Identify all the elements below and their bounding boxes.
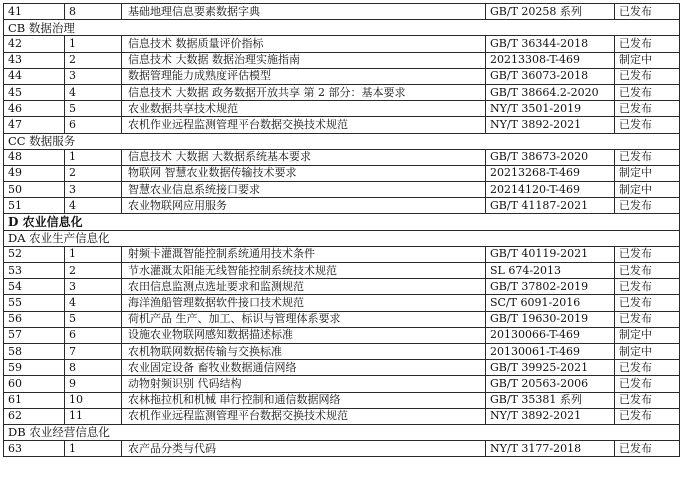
row-index: 1: [65, 149, 122, 165]
row-index: 5: [65, 311, 122, 327]
table-row: [4, 327, 680, 343]
standard-name: 动物射频识别 代码结构: [122, 376, 486, 392]
standard-code: 20130066-T-469: [486, 327, 615, 343]
standard-code: GB/T 19630-2019: [486, 311, 615, 327]
standard-code: 20130061-T-469: [486, 343, 615, 359]
standard-name: 农林拖拉机和机械 串行控制和通信数据网络: [122, 392, 486, 408]
standard-code: GB/T 41187-2021: [486, 198, 615, 214]
standard-name: 信息技术 大数据 数据治理实施指南: [122, 52, 486, 68]
standard-status: 已发布: [615, 263, 680, 279]
standard-status: 已发布: [615, 279, 680, 295]
standard-code: 20213268-T-469: [486, 165, 615, 181]
standard-code: GB/T 38664.2-2020: [486, 84, 615, 100]
standard-status: 制定中: [615, 182, 680, 198]
standard-status: 已发布: [615, 408, 680, 424]
row-index: 2: [65, 52, 122, 68]
standard-name: 信息技术 数据质量评价指标: [122, 36, 486, 52]
standard-status: 制定中: [615, 343, 680, 359]
row-index: 4: [65, 295, 122, 311]
row-index: 2: [65, 165, 122, 181]
section-label: CB 数据治理: [4, 20, 680, 36]
table-row: [4, 263, 680, 279]
standard-name: 农业固定设备 畜牧业数据通信网络: [122, 360, 486, 376]
standard-code: 20213308-T-469: [486, 52, 615, 68]
standard-name: 智慧农业信息系统接口要求: [122, 182, 486, 198]
row-number: 48: [4, 149, 65, 165]
standard-code: SC/T 6091-2016: [486, 295, 615, 311]
standard-status: 已发布: [615, 117, 680, 133]
standard-code: GB/T 35381 系列: [486, 392, 615, 408]
standards-table: [3, 3, 680, 457]
section-header-row: [4, 20, 680, 36]
table-row: [4, 295, 680, 311]
row-number: 52: [4, 246, 65, 262]
standard-code: GB/T 20258 系列: [486, 4, 615, 20]
row-number: 59: [4, 360, 65, 376]
standard-status: 已发布: [615, 101, 680, 117]
row-number: 47: [4, 117, 65, 133]
row-index: 11: [65, 408, 122, 424]
standard-code: NY/T 3892-2021: [486, 117, 615, 133]
row-index: 6: [65, 327, 122, 343]
row-number: 58: [4, 343, 65, 359]
table-row: [4, 182, 680, 198]
row-number: 63: [4, 441, 65, 457]
row-index: 6: [65, 117, 122, 133]
table-row: [4, 36, 680, 52]
standard-status: 已发布: [615, 441, 680, 457]
row-number: 50: [4, 182, 65, 198]
standard-code: SL 674-2013: [486, 263, 615, 279]
row-number: 42: [4, 36, 65, 52]
standard-name: 农机物联网数据传输与交换标准: [122, 343, 486, 359]
standard-code: 20214120-T-469: [486, 182, 615, 198]
standard-code: GB/T 20563-2006: [486, 376, 615, 392]
table-row: [4, 4, 680, 20]
row-number: 49: [4, 165, 65, 181]
section-header-row: [4, 424, 680, 440]
table-row: [4, 52, 680, 68]
section-label: DA 农业生产信息化: [4, 230, 680, 246]
row-index: 3: [65, 182, 122, 198]
row-number: 54: [4, 279, 65, 295]
standard-name: 农田信息监测点选址要求和监测规范: [122, 279, 486, 295]
standard-status: 已发布: [615, 376, 680, 392]
standard-status: 已发布: [615, 4, 680, 20]
row-number: 53: [4, 263, 65, 279]
section-header-row: [4, 230, 680, 246]
row-index: 4: [65, 198, 122, 214]
standard-name: 农产品分类与代码: [122, 441, 486, 457]
table-row: [4, 165, 680, 181]
row-number: 56: [4, 311, 65, 327]
table-row: [4, 441, 680, 457]
row-number: 45: [4, 84, 65, 100]
table-row: [4, 68, 680, 84]
table-row: [4, 360, 680, 376]
row-index: 1: [65, 36, 122, 52]
standard-status: 已发布: [615, 246, 680, 262]
table-row: [4, 408, 680, 424]
standard-code: NY/T 3501-2019: [486, 101, 615, 117]
row-index: 9: [65, 376, 122, 392]
standard-name: 数据管理能力成熟度评估模型: [122, 68, 486, 84]
table-row: [4, 101, 680, 117]
table-row: [4, 149, 680, 165]
row-number: 57: [4, 327, 65, 343]
table-row: [4, 117, 680, 133]
standard-status: 制定中: [615, 52, 680, 68]
table-row: [4, 198, 680, 214]
row-number: 43: [4, 52, 65, 68]
table-row: [4, 84, 680, 100]
row-number: 51: [4, 198, 65, 214]
standard-name: 射频卡灌溉智能控制系统通用技术条件: [122, 246, 486, 262]
standard-status: 已发布: [615, 360, 680, 376]
standards-table-body: [4, 4, 680, 457]
standard-status: 已发布: [615, 392, 680, 408]
standard-code: GB/T 39925-2021: [486, 360, 615, 376]
row-index: 7: [65, 343, 122, 359]
row-number: 61: [4, 392, 65, 408]
table-row: [4, 343, 680, 359]
standard-name: 农机作业远程监测管理平台数据交换技术规范: [122, 117, 486, 133]
table-row: [4, 311, 680, 327]
row-number: 44: [4, 68, 65, 84]
row-index: 10: [65, 392, 122, 408]
row-index: 3: [65, 68, 122, 84]
standard-code: NY/T 3892-2021: [486, 408, 615, 424]
row-index: 1: [65, 441, 122, 457]
standard-name: 节水灌溉太阳能无线智能控制系统技术规范: [122, 263, 486, 279]
standard-name: 荷机产品 生产、加工、标识与管理体系要求: [122, 311, 486, 327]
table-row: [4, 376, 680, 392]
table-row: [4, 246, 680, 262]
standard-status: 已发布: [615, 295, 680, 311]
standard-status: 已发布: [615, 84, 680, 100]
row-index: 8: [65, 360, 122, 376]
row-number: 41: [4, 4, 65, 20]
row-index: 3: [65, 279, 122, 295]
standard-code: GB/T 38673-2020: [486, 149, 615, 165]
standard-code: NY/T 3177-2018: [486, 441, 615, 457]
table-row: [4, 279, 680, 295]
standard-name: 海洋渔船管理数据软件接口技术规范: [122, 295, 486, 311]
row-number: 60: [4, 376, 65, 392]
section-header-row: [4, 133, 680, 149]
standard-code: GB/T 37802-2019: [486, 279, 615, 295]
standard-name: 农业数据共享技术规范: [122, 101, 486, 117]
standards-table-container: [3, 3, 680, 457]
row-number: 62: [4, 408, 65, 424]
standard-name: 信息技术 大数据 政务数据开放共享 第 2 部分：基本要求: [122, 84, 486, 100]
row-index: 2: [65, 263, 122, 279]
row-index: 8: [65, 4, 122, 20]
row-number: 46: [4, 101, 65, 117]
standard-name: 农机作业远程监测管理平台数据交换技术规范: [122, 408, 486, 424]
standard-status: 制定中: [615, 327, 680, 343]
standard-name: 物联网 智慧农业数据传输技术要求: [122, 165, 486, 181]
category-label: D 农业信息化: [4, 214, 680, 230]
standard-status: 已发布: [615, 198, 680, 214]
standard-status: 制定中: [615, 165, 680, 181]
standard-status: 已发布: [615, 149, 680, 165]
row-index: 1: [65, 246, 122, 262]
row-index: 4: [65, 84, 122, 100]
standard-name: 信息技术 大数据 大数据系统基本要求: [122, 149, 486, 165]
section-label: DB 农业经营信息化: [4, 424, 680, 440]
section-label: CC 数据服务: [4, 133, 680, 149]
standard-code: GB/T 36073-2018: [486, 68, 615, 84]
row-number: 55: [4, 295, 65, 311]
standard-status: 已发布: [615, 68, 680, 84]
standard-name: 农业物联网应用服务: [122, 198, 486, 214]
row-index: 5: [65, 101, 122, 117]
standard-status: 已发布: [615, 36, 680, 52]
standard-code: GB/T 36344-2018: [486, 36, 615, 52]
category-header-row: [4, 214, 680, 230]
standard-name: 设施农业物联网感知数据描述标准: [122, 327, 486, 343]
standard-status: 已发布: [615, 311, 680, 327]
standard-code: GB/T 40119-2021: [486, 246, 615, 262]
table-row: [4, 392, 680, 408]
standard-name: 基础地理信息要素数据字典: [122, 4, 486, 20]
